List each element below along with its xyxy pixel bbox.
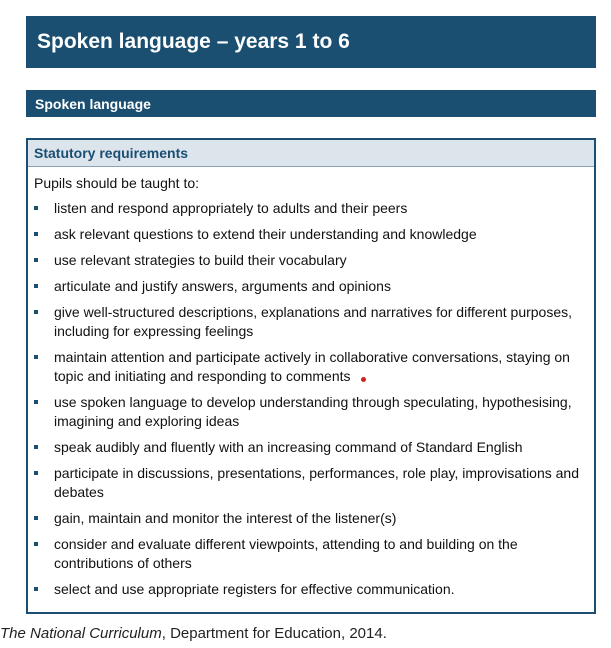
requirements-list	[28, 199, 594, 599]
statutory-requirements-box	[26, 138, 596, 614]
bullet-icon	[34, 232, 38, 236]
list-item	[28, 348, 594, 386]
list-item-text: maintain attention and participate actively in collaborative conversations, staying on topic and initiating and responding to comments	[54, 349, 570, 384]
requirements-header-text: Statutory requirements	[34, 145, 189, 161]
page-title	[26, 16, 596, 68]
bullet-icon	[34, 310, 38, 314]
list-item-text: gain, maintain and monitor the interest of the listener(s)	[54, 510, 397, 526]
source-caption	[0, 625, 387, 642]
bullet-icon	[34, 542, 38, 546]
list-item	[28, 225, 594, 244]
list-item-text: use spoken language to develop understanding through speculating, hypothesising, imagining and exploring ideas	[54, 394, 572, 429]
bullet-icon	[34, 400, 38, 404]
section-title-text: Spoken language	[35, 95, 151, 112]
list-item-text: speak audibly and fluently with an increasing command of Standard English	[54, 439, 523, 455]
list-item	[28, 199, 594, 218]
list-item	[28, 580, 594, 599]
list-item-text: use relevant strategies to build their vocabulary	[54, 252, 347, 268]
requirements-header	[28, 140, 594, 167]
list-item	[28, 393, 594, 431]
bullet-icon	[34, 284, 38, 288]
list-item-text: articulate and justify answers, arguments and opinions	[54, 278, 391, 294]
requirements-intro: Pupils should be taught to:	[34, 175, 200, 191]
list-item-text: select and use appropriate registers for effective communication.	[54, 581, 455, 597]
list-item-text: ask relevant questions to extend their understanding and knowledge	[54, 226, 477, 242]
caption-source-title: The National Curriculum	[0, 625, 162, 642]
page-title-text: Spoken language – years 1 to 6	[37, 30, 350, 53]
list-item-text: consider and evaluate different viewpoints, attending to and building on the contributions of others	[54, 536, 518, 571]
bullet-icon	[34, 471, 38, 475]
bullet-icon	[34, 206, 38, 210]
list-item	[28, 464, 594, 502]
list-item-text: participate in discussions, presentations, performances, role play, improvisations and debates	[54, 465, 579, 500]
list-item	[28, 277, 594, 296]
list-item	[28, 438, 594, 457]
bullet-icon	[34, 587, 38, 591]
bullet-icon	[34, 445, 38, 449]
list-item	[28, 251, 594, 270]
list-item-text: give well-structured descriptions, explanations and narratives for different purposes, including for expressing feelings	[54, 304, 573, 339]
list-item	[28, 509, 594, 528]
list-item	[28, 535, 594, 573]
bullet-icon	[34, 355, 38, 359]
annotation-dot-icon	[361, 377, 366, 382]
list-item	[28, 303, 594, 341]
bullet-icon	[34, 258, 38, 262]
caption-source-rest: , Department for Education, 2014.	[161, 625, 387, 642]
bullet-icon	[34, 516, 38, 520]
list-item-text: listen and respond appropriately to adults and their peers	[54, 200, 408, 216]
section-title	[26, 90, 596, 117]
